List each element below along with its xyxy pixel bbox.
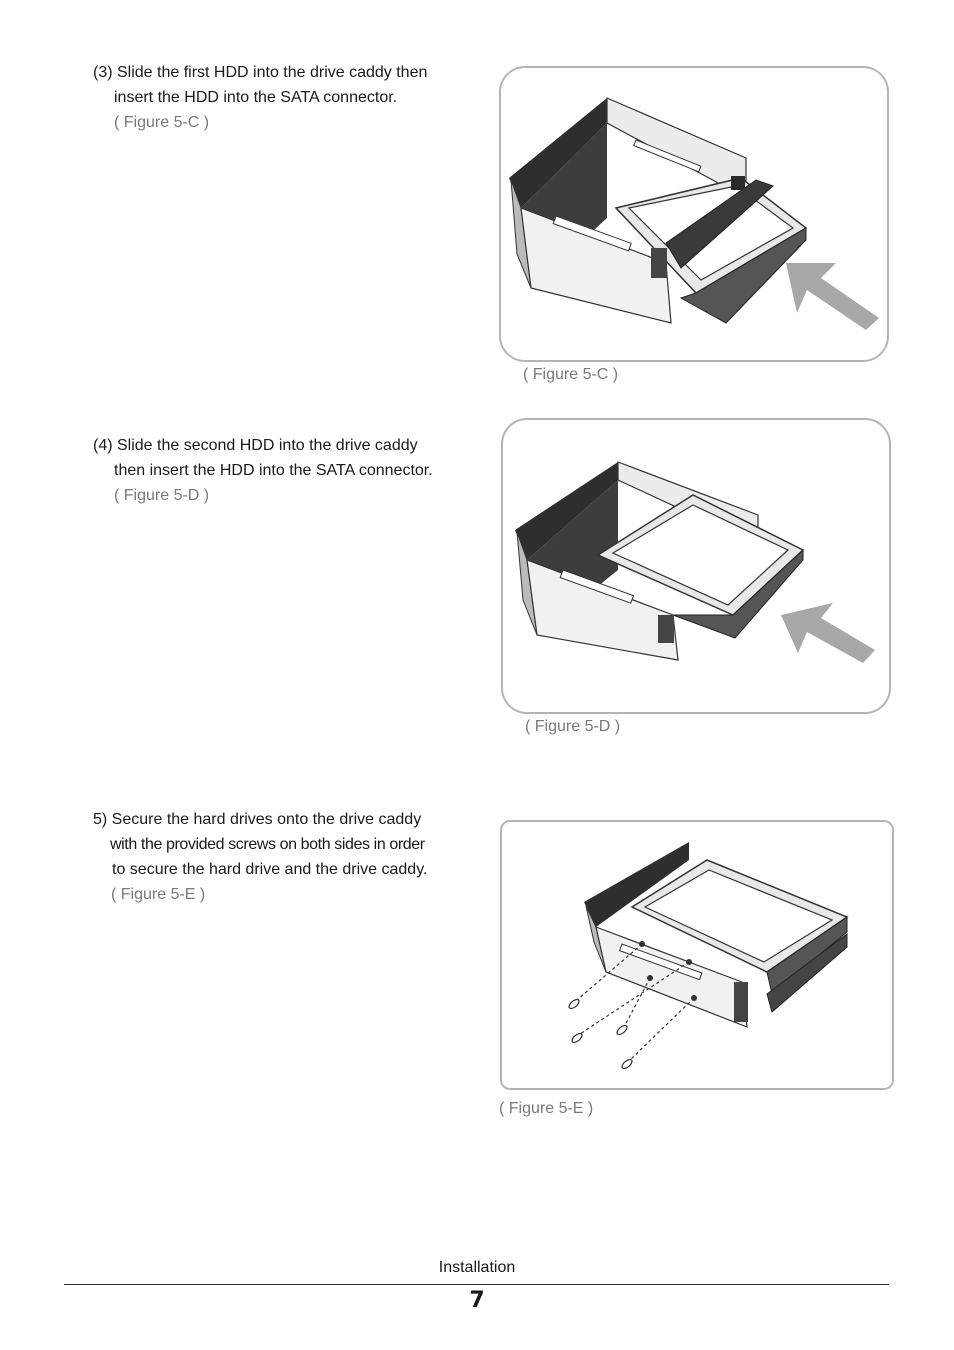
hdd-insert-first-illustration (501, 68, 887, 360)
hdd-insert-second-illustration (503, 420, 889, 712)
figure-5d-caption: ( Figure 5-D ) (525, 718, 621, 735)
step-3-line-1: (3) Slide the first HDD into the drive caddy then (93, 64, 428, 81)
step-3-figure-ref: ( Figure 5-C ) (114, 114, 210, 131)
caddy-screws-illustration (502, 822, 892, 1088)
footer-divider (64, 1284, 889, 1285)
step-5-text (93, 807, 427, 907)
step-4-text (93, 433, 433, 508)
step-3-line-2: insert the HDD into the SATA connector. (114, 89, 398, 106)
figure-5c-frame (499, 66, 889, 362)
step-3-text (93, 60, 427, 135)
figure-5d-frame (501, 418, 891, 714)
step-5-line-1: 5) Secure the hard drives onto the drive caddy (93, 811, 422, 828)
figure-5e-caption: ( Figure 5-E ) (499, 1100, 594, 1117)
step-5-line-2: with the provided screws on both sides in order (110, 836, 425, 853)
step-5-line-3: to secure the hard drive and the drive caddy. (112, 861, 428, 878)
figure-5c-caption: ( Figure 5-C ) (523, 366, 619, 383)
footer-section-title: Installation (438, 1259, 516, 1276)
step-4-figure-ref: ( Figure 5-D ) (114, 487, 210, 504)
step-4-line-2: then insert the HDD into the SATA connector. (114, 462, 433, 479)
step-4-line-1: (4) Slide the second HDD into the drive caddy (93, 437, 418, 454)
figure-5e-frame (500, 820, 894, 1090)
step-5-figure-ref: ( Figure 5-E ) (111, 886, 206, 903)
page-number: 7 (469, 1288, 485, 1313)
